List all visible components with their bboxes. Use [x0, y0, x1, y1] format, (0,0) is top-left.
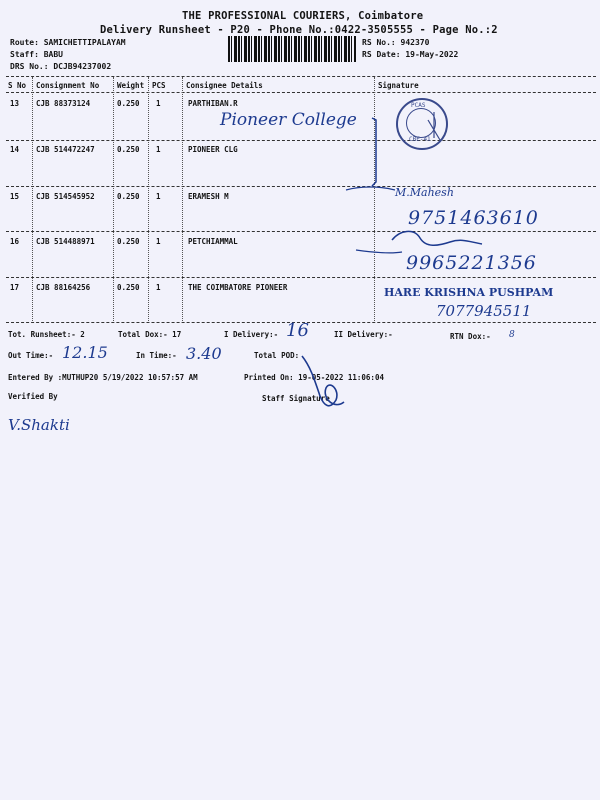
- row-consignee: PARTHIBAN.R: [188, 99, 238, 108]
- row-consignment: CJB 514488971: [36, 237, 95, 246]
- doc-title: THE PROFESSIONAL COURIERS, Coimbatore: [182, 10, 424, 22]
- row-consignee: PETCHIAMMAL: [188, 237, 238, 246]
- staff-signature-stroke: [302, 356, 344, 406]
- handwritten-out-time: 12.15: [62, 343, 108, 362]
- drs-number: DRS No.: DCJB94237002: [10, 62, 112, 71]
- handwritten-phone-3: 7077945511: [436, 302, 532, 320]
- handwritten-phone-1: 9751463610: [408, 207, 539, 229]
- row-weight: 0.250: [117, 237, 140, 246]
- out-time: Out Time:-: [8, 351, 54, 360]
- row-consignee: ERAMESH M: [188, 192, 229, 201]
- scribble-stroke: [356, 250, 402, 253]
- row-pcs: 1: [156, 99, 161, 108]
- total-dox: Total Dox:- 17: [118, 330, 182, 339]
- tot-runsheet: Tot. Runsheet:- 2: [8, 330, 85, 339]
- row-weight: 0.250: [117, 283, 140, 292]
- route-label: Route: SAMICHETTIPALAYAM: [10, 38, 126, 47]
- row-weight: 0.250: [117, 145, 140, 154]
- col-signature: Signature: [378, 81, 419, 90]
- col-sno: S No: [8, 81, 27, 90]
- scribble-stroke: [346, 187, 395, 190]
- handwritten-hare-krishna: HARE KRISHNA PUSHPAM: [384, 286, 554, 299]
- row-pcs: 1: [156, 192, 161, 201]
- row-pcs: 1: [156, 145, 161, 154]
- row-consignment: CJB 514472247: [36, 145, 95, 154]
- stamp-bottom-text: CBE-41: [409, 136, 431, 143]
- verified-by: Verified By: [8, 392, 58, 401]
- row-consignee: PIONEER CLG: [188, 145, 238, 154]
- row-sno: 14: [10, 145, 20, 154]
- rtn-dox: RTN Dox:-: [450, 332, 491, 341]
- handwritten-name: M.Mahesh: [395, 186, 454, 199]
- row-consignment: CJB 88164256: [36, 283, 91, 292]
- scribble-stroke: [392, 231, 482, 245]
- row-pcs: 1: [156, 283, 161, 292]
- row-weight: 0.250: [117, 192, 140, 201]
- row-sno: 17: [10, 283, 20, 292]
- bracket-stroke: [372, 118, 376, 186]
- stamp-emblem: [428, 112, 440, 140]
- row-consignee: THE COIMBATORE PIONEER: [188, 283, 288, 292]
- handwritten-in-time: 3.40: [186, 344, 222, 363]
- row-sno: 16: [10, 237, 20, 246]
- staff-label: Staff: BABU: [10, 50, 63, 59]
- stamp-top-text: PCAS: [411, 102, 426, 109]
- i-delivery: I Delivery:-: [224, 330, 279, 339]
- handwritten-phone-2: 9965221356: [406, 252, 537, 274]
- col-consignee: Consignee Details: [186, 81, 263, 90]
- col-pcs: PCS: [152, 81, 166, 90]
- entered-by: Entered By :MUTHUP20 5/19/2022 10:57:57 AM: [8, 373, 198, 382]
- staff-signature: Staff Signature: [262, 394, 330, 403]
- rs-number: RS No.: 942370: [362, 38, 430, 47]
- row-pcs: 1: [156, 237, 161, 246]
- in-time: In Time:-: [136, 351, 177, 360]
- handwritten-rtn: 8: [509, 330, 515, 340]
- handwritten-verified-signature: V.Shakti: [8, 416, 70, 434]
- col-consignment: Consignment No: [36, 81, 100, 90]
- doc-subtitle: Delivery Runsheet - P20 - Phone No.:0422-3505555 - Page No.:2: [100, 24, 498, 36]
- printed-on: Printed On: 19-05-2022 11:06:04: [244, 373, 384, 382]
- handwritten-pioneer-college: Pioneer College: [220, 110, 357, 130]
- total-pod: Total POD:: [254, 351, 300, 360]
- rs-date: RS Date: 19-May-2022: [362, 50, 459, 59]
- row-consignment: CJB 514545952: [36, 192, 95, 201]
- row-sno: 15: [10, 192, 20, 201]
- col-weight: Weight: [117, 81, 145, 90]
- handwritten-i-delivery: 16: [286, 320, 309, 341]
- row-weight: 0.250: [117, 99, 140, 108]
- ii-delivery: II Delivery:-: [334, 330, 393, 339]
- row-sno: 13: [10, 99, 20, 108]
- row-consignment: CJB 88373124: [36, 99, 91, 108]
